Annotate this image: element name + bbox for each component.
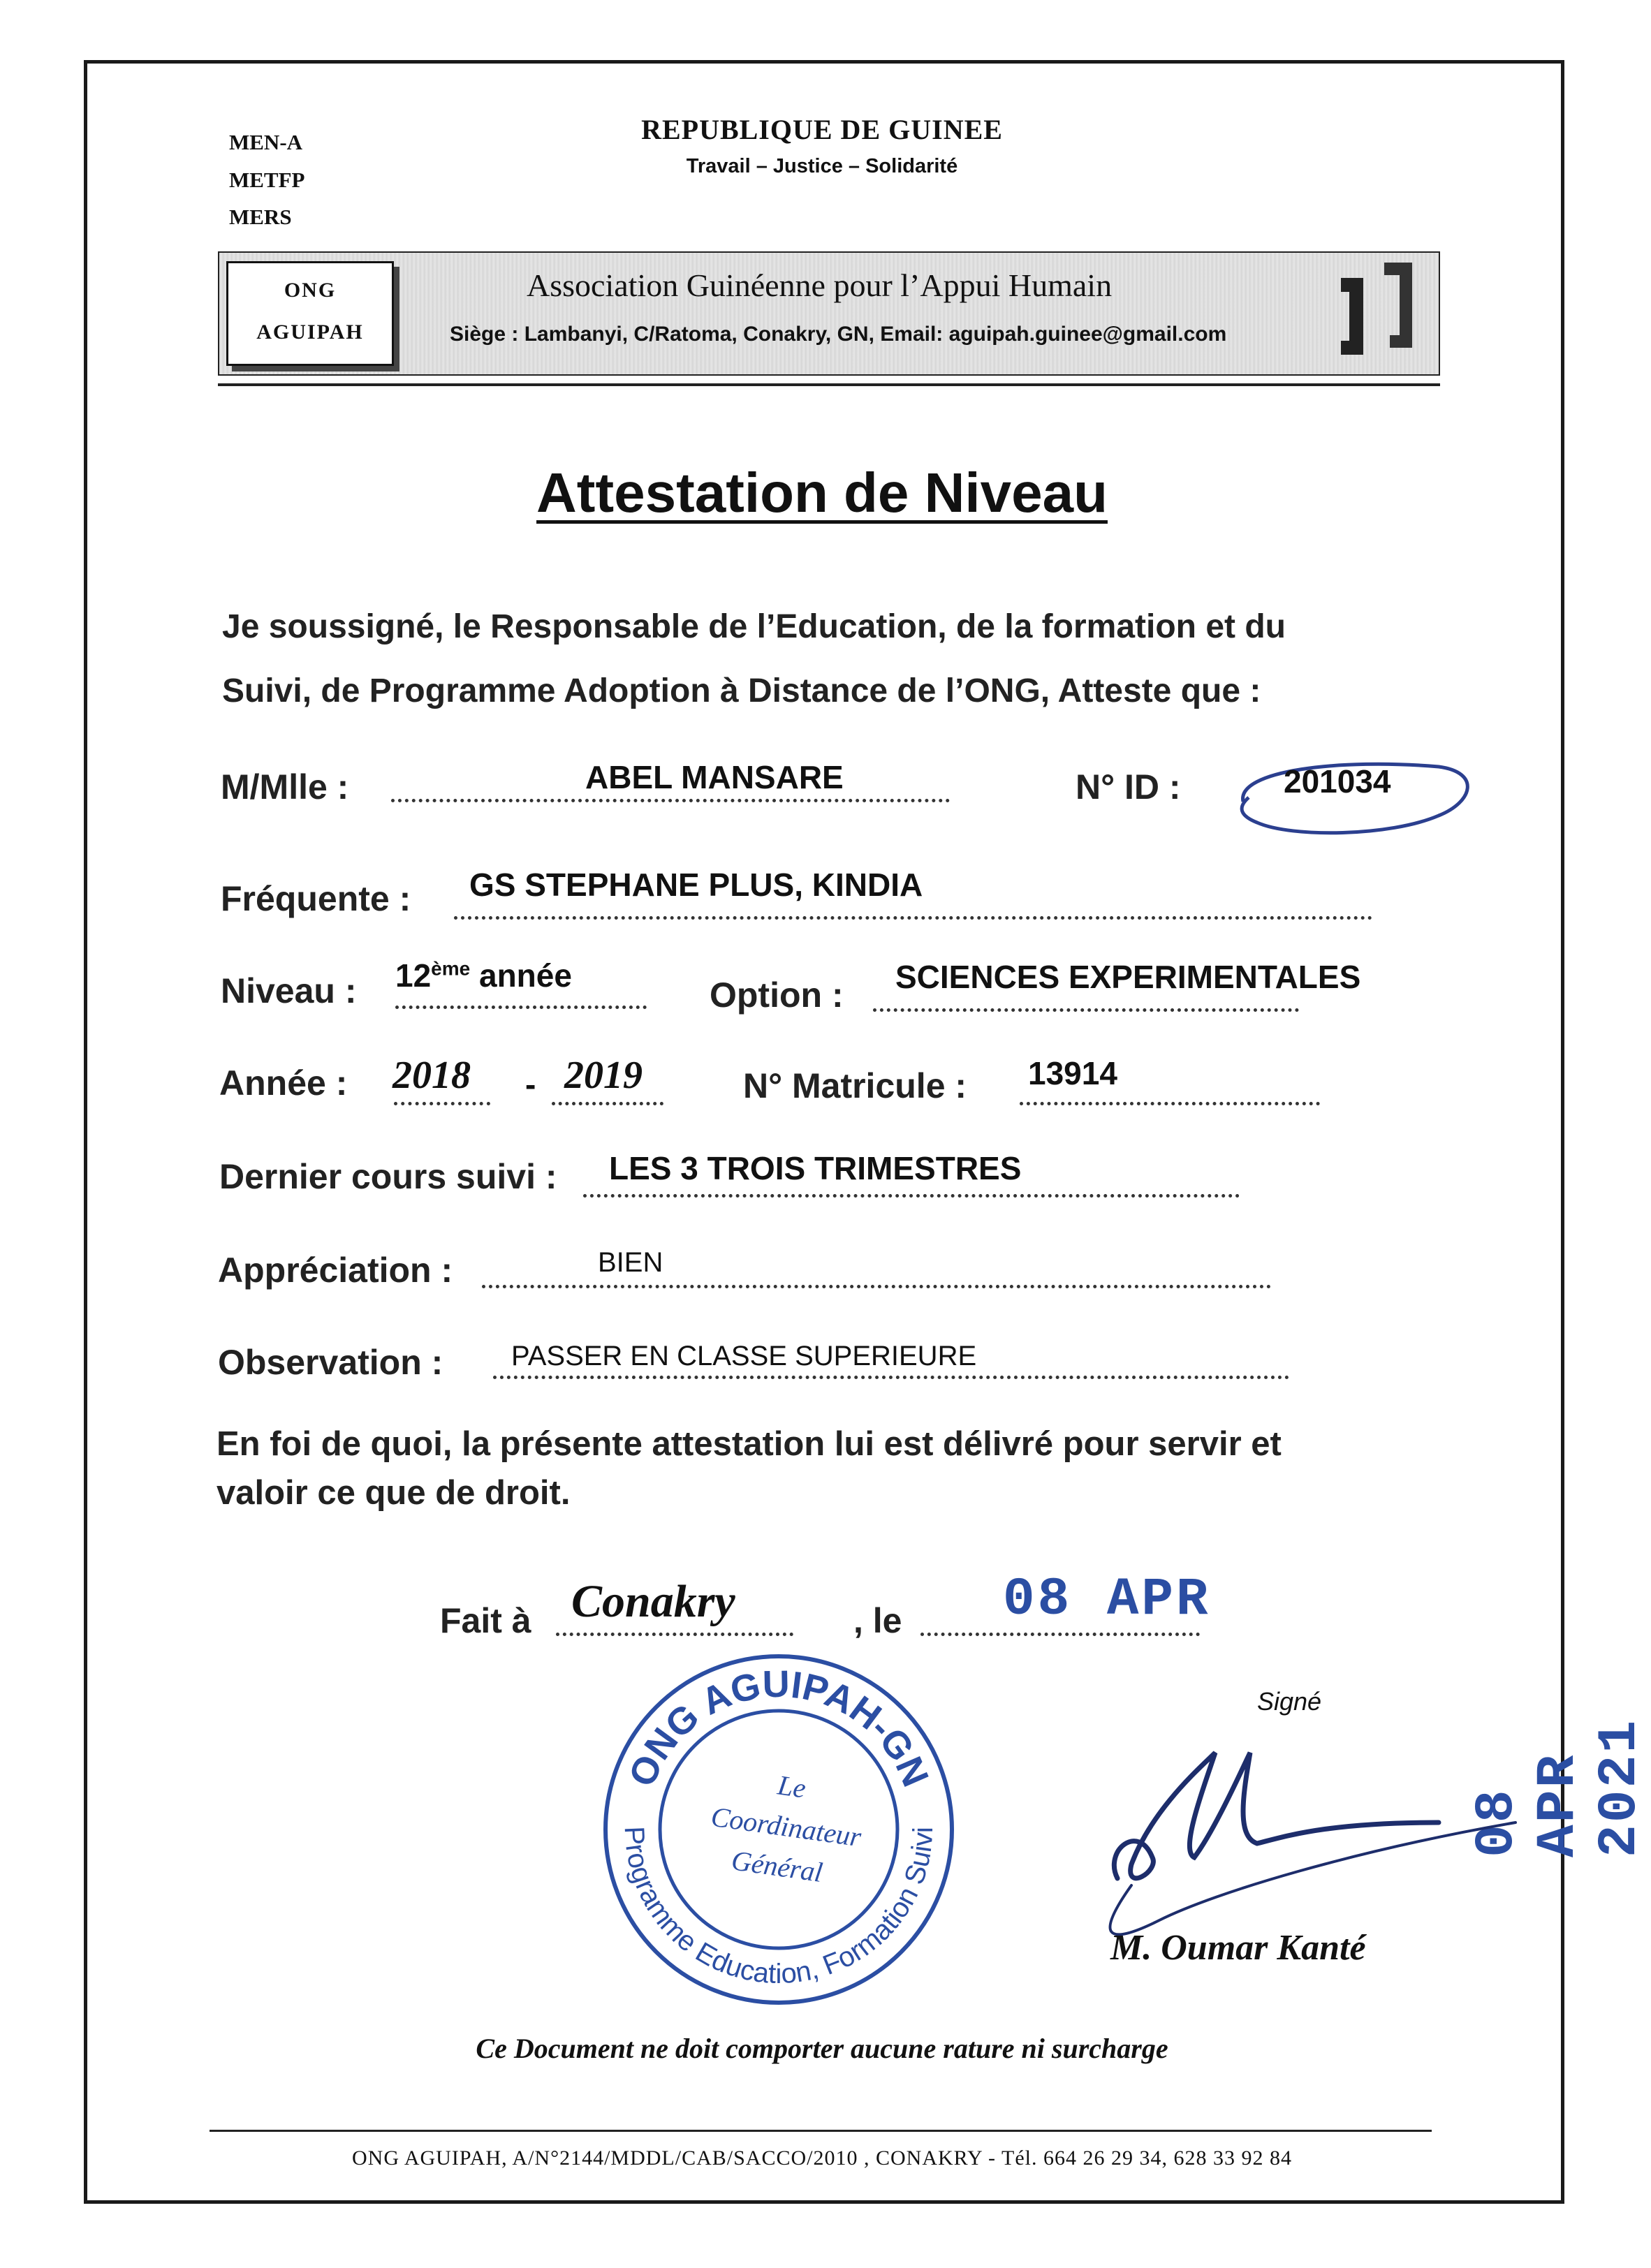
seal-ring-bottom: Programme Education, Formation Suivi <box>618 1825 939 1990</box>
association-address: Siège : Lambanyi, C/Ratoma, Conakry, GN, Email: aguipah.guinee@gmail.com <box>450 323 1227 346</box>
seal-center-line: Général <box>729 1844 825 1889</box>
school-value: GS STEPHANE PLUS, KINDIA <box>469 867 923 903</box>
closing-line: En foi de quoi, la présente attestation lui est délivré pour servir et <box>217 1425 1282 1463</box>
fait-label: Fait à <box>440 1601 531 1640</box>
observation-label: Observation : <box>218 1343 443 1382</box>
dotted-line <box>454 916 1372 920</box>
closing-line: valoir ce que de droit. <box>217 1474 571 1512</box>
ministry-line: MEN-A <box>229 130 303 154</box>
signed-label: Signé <box>1257 1687 1322 1716</box>
option-label: Option : <box>710 975 844 1015</box>
dotted-line <box>493 1376 1289 1379</box>
svg-text:ONG AGUIPAH-GN <box>621 1663 937 1792</box>
school-label: Fréquente : <box>221 879 411 918</box>
dotted-line <box>391 799 950 802</box>
dotted-line <box>482 1285 1271 1288</box>
level-suffix: ème <box>431 957 471 980</box>
matricule-value: 13914 <box>1028 1055 1117 1091</box>
appreciation-value: BIEN <box>598 1247 663 1278</box>
city-value: Conakry <box>571 1576 735 1627</box>
ministry-line: METFP <box>229 168 305 192</box>
dotted-line <box>873 1008 1299 1012</box>
association-name: Association Guinéenne pour l’Appui Humain <box>527 267 1113 303</box>
seal-center-line: Le <box>775 1769 808 1804</box>
matricule-label: N° Matricule : <box>743 1066 967 1105</box>
last-course-value: LES 3 TROIS TRIMESTRES <box>609 1150 1022 1186</box>
document-title: Attestation de Niveau <box>536 462 1108 524</box>
id-label: N° ID : <box>1076 767 1181 807</box>
footer-rule <box>210 2130 1432 2132</box>
dotted-line <box>394 1102 490 1105</box>
intro-line: Je soussigné, le Responsable de l’Education, de la formation et du <box>222 608 1286 645</box>
logo-line: AGUIPAH <box>256 321 364 344</box>
ministry-line: MERS <box>229 205 292 229</box>
ong-logo <box>226 261 394 366</box>
bracket-logo-icon <box>1335 257 1419 369</box>
student-id: 201034 <box>1284 763 1391 800</box>
observation-value: PASSER EN CLASSE SUPERIEURE <box>511 1341 977 1371</box>
official-seal <box>597 1648 960 2011</box>
year-end: 2019 <box>564 1054 643 1097</box>
year-label: Année : <box>219 1063 348 1103</box>
year-start: 2018 <box>392 1054 471 1097</box>
year-separator: - <box>525 1066 536 1103</box>
vertical-date-stamp: 08 APR 2021 <box>1467 1718 1651 1857</box>
last-course-label: Dernier cours suivi : <box>219 1157 557 1196</box>
footer-note: Ce Document ne doit comporter aucune rature ni surcharge <box>476 2033 1168 2064</box>
footer-address: ONG AGUIPAH, A/N°2144/MDDL/CAB/SACCO/2010 , CONAKRY - Tél. 664 26 29 34, 628 33 92 84 <box>352 2146 1292 2170</box>
le-label: , le <box>853 1601 902 1640</box>
dotted-line <box>1020 1102 1320 1105</box>
student-name: ABEL MANSARE <box>585 759 844 795</box>
level-word: année <box>479 957 572 994</box>
signatory-name: M. Oumar Kanté <box>1110 1928 1366 1968</box>
republic-motto: Travail – Justice – Solidarité <box>686 155 958 177</box>
option-value: SCIENCES EXPERIMENTALES <box>895 959 1361 995</box>
dotted-line <box>552 1102 663 1105</box>
level-label: Niveau : <box>221 971 357 1010</box>
date-stamp: 08 APR <box>1003 1570 1211 1630</box>
seal-ring-top: ONG AGUIPAH-GN <box>620 1663 937 1793</box>
appreciation-label: Appréciation : <box>218 1251 453 1290</box>
dotted-line <box>556 1633 793 1636</box>
association-banner <box>218 251 1440 376</box>
intro-line: Suivi, de Programme Adoption à Distance de l’ONG, Atteste que : <box>222 672 1261 709</box>
logo-line: ONG <box>284 279 337 302</box>
republic-heading: REPUBLIQUE DE GUINEE <box>641 114 1003 145</box>
dotted-line <box>920 1633 1200 1636</box>
name-label: M/Mlle : <box>221 767 349 807</box>
dotted-line <box>395 1006 647 1009</box>
seal-center-line: Coordinateur <box>709 1800 863 1853</box>
dotted-line <box>583 1194 1240 1198</box>
handwritten-signature <box>1076 1725 1522 1948</box>
level-number: 12 <box>395 957 432 994</box>
banner-rule <box>218 383 1440 386</box>
level-value <box>395 957 572 994</box>
